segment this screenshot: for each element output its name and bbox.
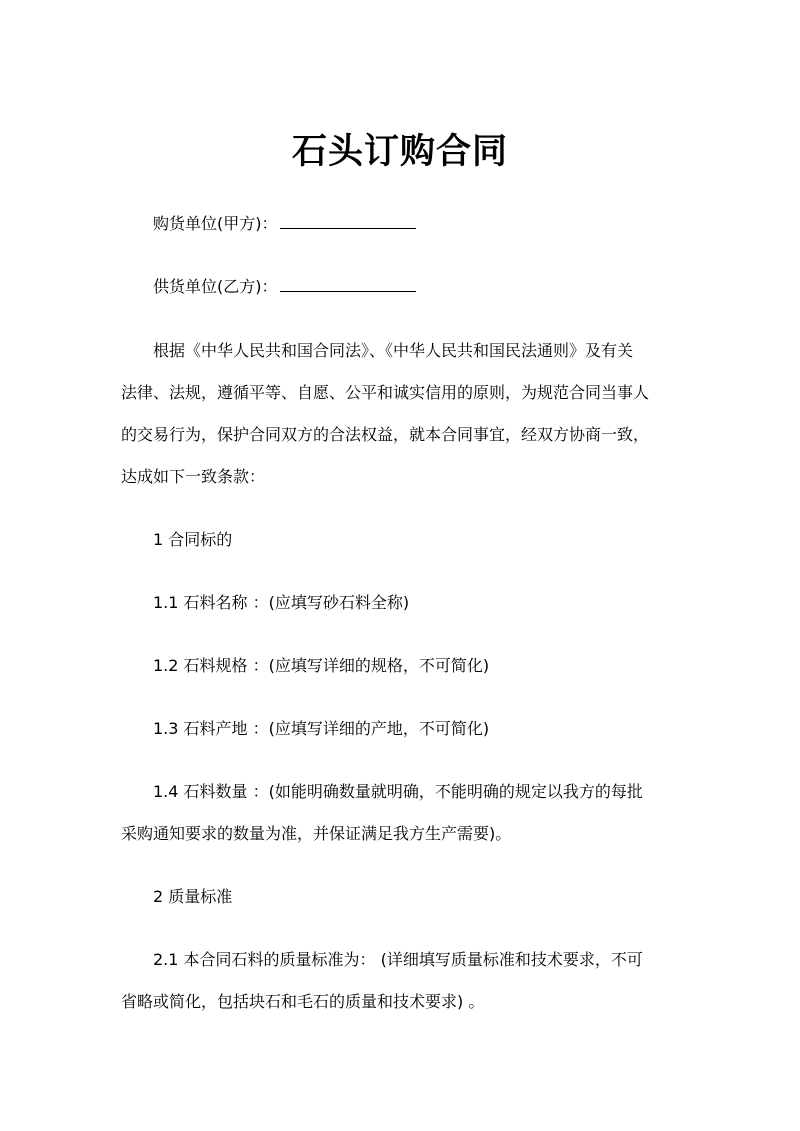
section-1-item-4-line-2: 采购通知要求的数量为准，并保证满足我方生产需要)。 (121, 824, 512, 843)
section-1-item-1: 1.1 石料名称 ：(应填写砂石料全称) (153, 593, 410, 612)
intro-line-1: 根据《中华人民共和国合同法》、《中华人民共和国民法通则》及有关 (153, 341, 634, 360)
section-1-heading: 1 合同标的 (153, 530, 233, 549)
party-a-blank (280, 213, 416, 229)
document-title: 石头订购合同 (291, 132, 508, 172)
section-2-heading: 2 质量标准 (153, 887, 233, 906)
intro-line-4: 达成如下一致条款： (121, 467, 266, 486)
party-a-label: 购货单位(甲方)： (153, 214, 278, 233)
intro-line-3: 的交易行为，保护合同双方的合法权益，就本合同事宜，经双方协商一致， (121, 425, 650, 444)
party-b-label: 供货单位(乙方)： (153, 277, 278, 296)
section-2-item-1-line-1: 2.1 本合同石料的质量标准为： (详细填写质量标准和技术要求，不可 (153, 950, 643, 969)
party-b-line (153, 275, 681, 299)
section-1-item-3: 1.3 石料产地 ：(应填写详细的产地，不可简化) (153, 719, 490, 738)
party-a-line (153, 212, 681, 236)
intro-line-2: 法律、法规，遵循平等、自愿、公平和诚实信用的原则，为规范合同当事人 (121, 383, 650, 402)
party-b-blank (280, 276, 416, 292)
section-1-item-4-line-1: 1.4 石料数量 ：(如能明确数量就明确，不能明确的规定以我方的每批 (153, 782, 643, 801)
section-1-item-2: 1.2 石料规格 ：(应填写详细的规格，不可简化) (153, 656, 490, 675)
section-2-item-1-line-2: 省略或简化，包括块石和毛石的质量和技术要求) 。 (121, 992, 485, 1011)
